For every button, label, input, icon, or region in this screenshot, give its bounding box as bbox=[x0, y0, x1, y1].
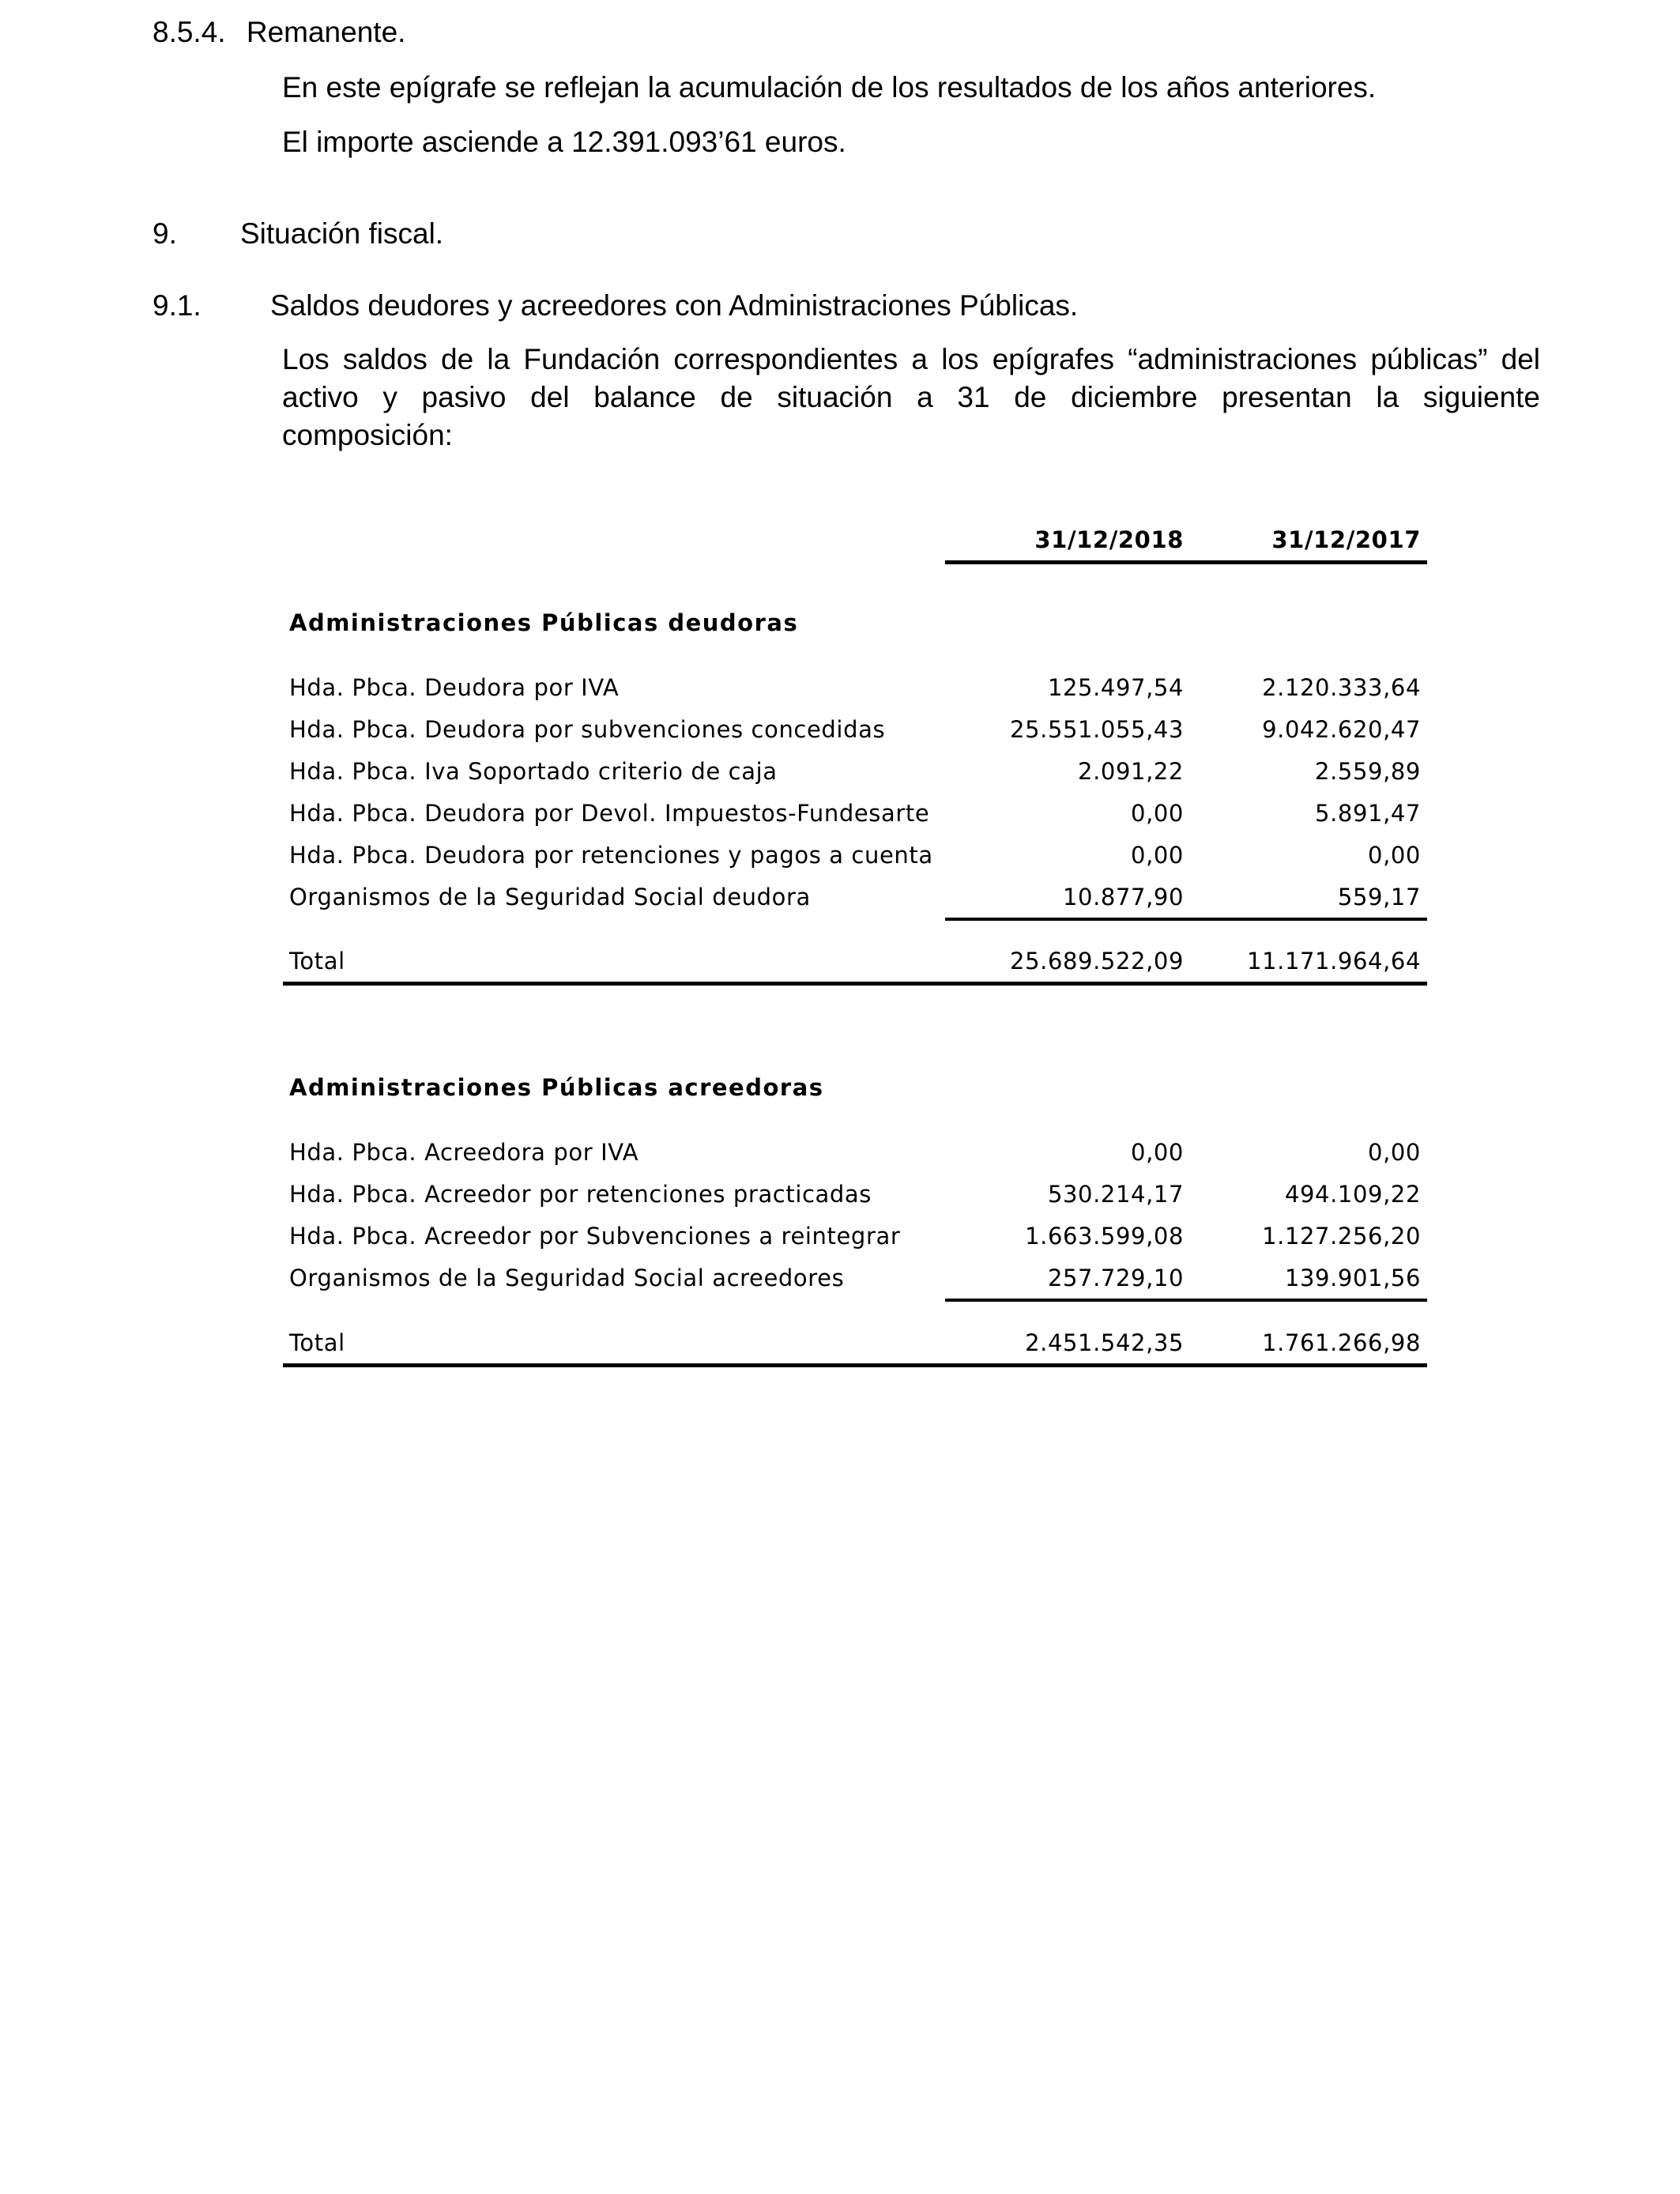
paragraph-saldos-line-1: Los saldos de la Fundación correspondientes a los epígrafes “administraciones públicas” del bbox=[282, 343, 1540, 375]
row-label: Hda. Pbca. Deudora por Devol. Impuestos-Fundesarte bbox=[289, 800, 930, 827]
total-rule-deudoras bbox=[283, 982, 1427, 986]
paragraph-saldos-line-3: composición: bbox=[282, 419, 453, 451]
row-value-2018: 125.497,54 bbox=[1047, 674, 1184, 701]
total-value-2018: 2.451.542,35 bbox=[1025, 1329, 1184, 1356]
table-row bbox=[283, 716, 1427, 757]
row-value-2018: 2.091,22 bbox=[1078, 758, 1184, 785]
total-label: Total bbox=[289, 948, 345, 974]
subtotal-rule-deudoras bbox=[945, 918, 1427, 921]
row-label: Organismos de la Seguridad Social deudora bbox=[289, 884, 811, 910]
row-value-2018: 0,00 bbox=[1131, 842, 1184, 869]
table-row bbox=[283, 1181, 1427, 1222]
row-label: Hda. Pbca. Acreedor por retenciones practicadas bbox=[289, 1181, 872, 1208]
row-value-2018: 257.729,10 bbox=[1047, 1265, 1184, 1291]
header-2017: 31/12/2017 bbox=[1271, 526, 1421, 553]
total-label: Total bbox=[289, 1329, 345, 1356]
paragraph-saldos-line-2: activo y pasivo del balance de situación a 31 de diciembre presentan la siguiente bbox=[282, 381, 1540, 413]
heading-9-title: Situación fiscal. bbox=[240, 217, 444, 250]
row-value-2018: 25.551.055,43 bbox=[1010, 716, 1184, 743]
heading-9-number: 9. bbox=[153, 217, 177, 250]
row-label: Hda. Pbca. Deudora por retenciones y pagos a cuenta bbox=[289, 842, 933, 869]
header-underline bbox=[945, 560, 1427, 564]
table-row bbox=[283, 800, 1427, 841]
row-label: Organismos de la Seguridad Social acreedores bbox=[289, 1265, 845, 1291]
paragraph-remanente-1: En este epígrafe se reflejan la acumulación de los resultados de los años anteriores. bbox=[282, 71, 1377, 104]
section-acreedoras-title: Administraciones Públicas acreedoras bbox=[289, 1074, 824, 1101]
row-value-2018: 1.663.599,08 bbox=[1025, 1223, 1184, 1250]
row-label: Hda. Pbca. Acreedor por Subvenciones a reintegrar bbox=[289, 1223, 901, 1250]
header-2018: 31/12/2018 bbox=[1034, 526, 1184, 553]
total-rule-acreedoras bbox=[283, 1363, 1427, 1367]
row-value-2017: 1.127.256,20 bbox=[1262, 1223, 1421, 1250]
total-value-2018: 25.689.522,09 bbox=[1010, 948, 1184, 974]
row-value-2018: 530.214,17 bbox=[1047, 1181, 1184, 1208]
table-row bbox=[283, 842, 1427, 883]
row-value-2017: 9.042.620,47 bbox=[1262, 716, 1421, 743]
row-label: Hda. Pbca. Deudora por subvenciones concedidas bbox=[289, 716, 886, 743]
row-value-2017: 2.559,89 bbox=[1315, 758, 1421, 785]
row-value-2017: 494.109,22 bbox=[1284, 1181, 1421, 1208]
row-value-2018: 10.877,90 bbox=[1063, 884, 1184, 910]
table-row bbox=[283, 674, 1427, 715]
row-value-2017: 0,00 bbox=[1368, 1139, 1421, 1166]
subtotal-rule-acreedoras bbox=[945, 1299, 1427, 1302]
total-value-2017: 1.761.266,98 bbox=[1262, 1329, 1421, 1356]
row-label: Hda. Pbca. Iva Soportado criterio de caja bbox=[289, 758, 778, 785]
row-label: Hda. Pbca. Deudora por IVA bbox=[289, 674, 620, 701]
heading-8-5-4-number: 8.5.4. bbox=[153, 16, 226, 48]
row-value-2018: 0,00 bbox=[1131, 1139, 1184, 1166]
row-value-2017: 559,17 bbox=[1337, 884, 1421, 910]
table-row bbox=[283, 1223, 1427, 1264]
paragraph-remanente-2: El importe asciende a 12.391.093’61 euros. bbox=[282, 126, 846, 158]
heading-8-5-4-title: Remanente. bbox=[246, 16, 406, 48]
total-value-2017: 11.171.964,64 bbox=[1247, 948, 1421, 974]
table-row bbox=[283, 758, 1427, 799]
row-label: Hda. Pbca. Acreedora por IVA bbox=[289, 1139, 639, 1166]
table-row bbox=[283, 1139, 1427, 1180]
row-value-2018: 0,00 bbox=[1131, 800, 1184, 827]
row-value-2017: 0,00 bbox=[1368, 842, 1421, 869]
row-value-2017: 139.901,56 bbox=[1284, 1265, 1421, 1291]
row-value-2017: 2.120.333,64 bbox=[1262, 674, 1421, 701]
heading-9-1-number: 9.1. bbox=[153, 289, 202, 322]
row-value-2017: 5.891,47 bbox=[1315, 800, 1421, 827]
section-deudoras-title: Administraciones Públicas deudoras bbox=[289, 609, 799, 636]
balances-table bbox=[283, 0, 1427, 1391]
heading-9-1-title: Saldos deudores y acreedores con Administraciones Públicas. bbox=[270, 289, 1079, 322]
